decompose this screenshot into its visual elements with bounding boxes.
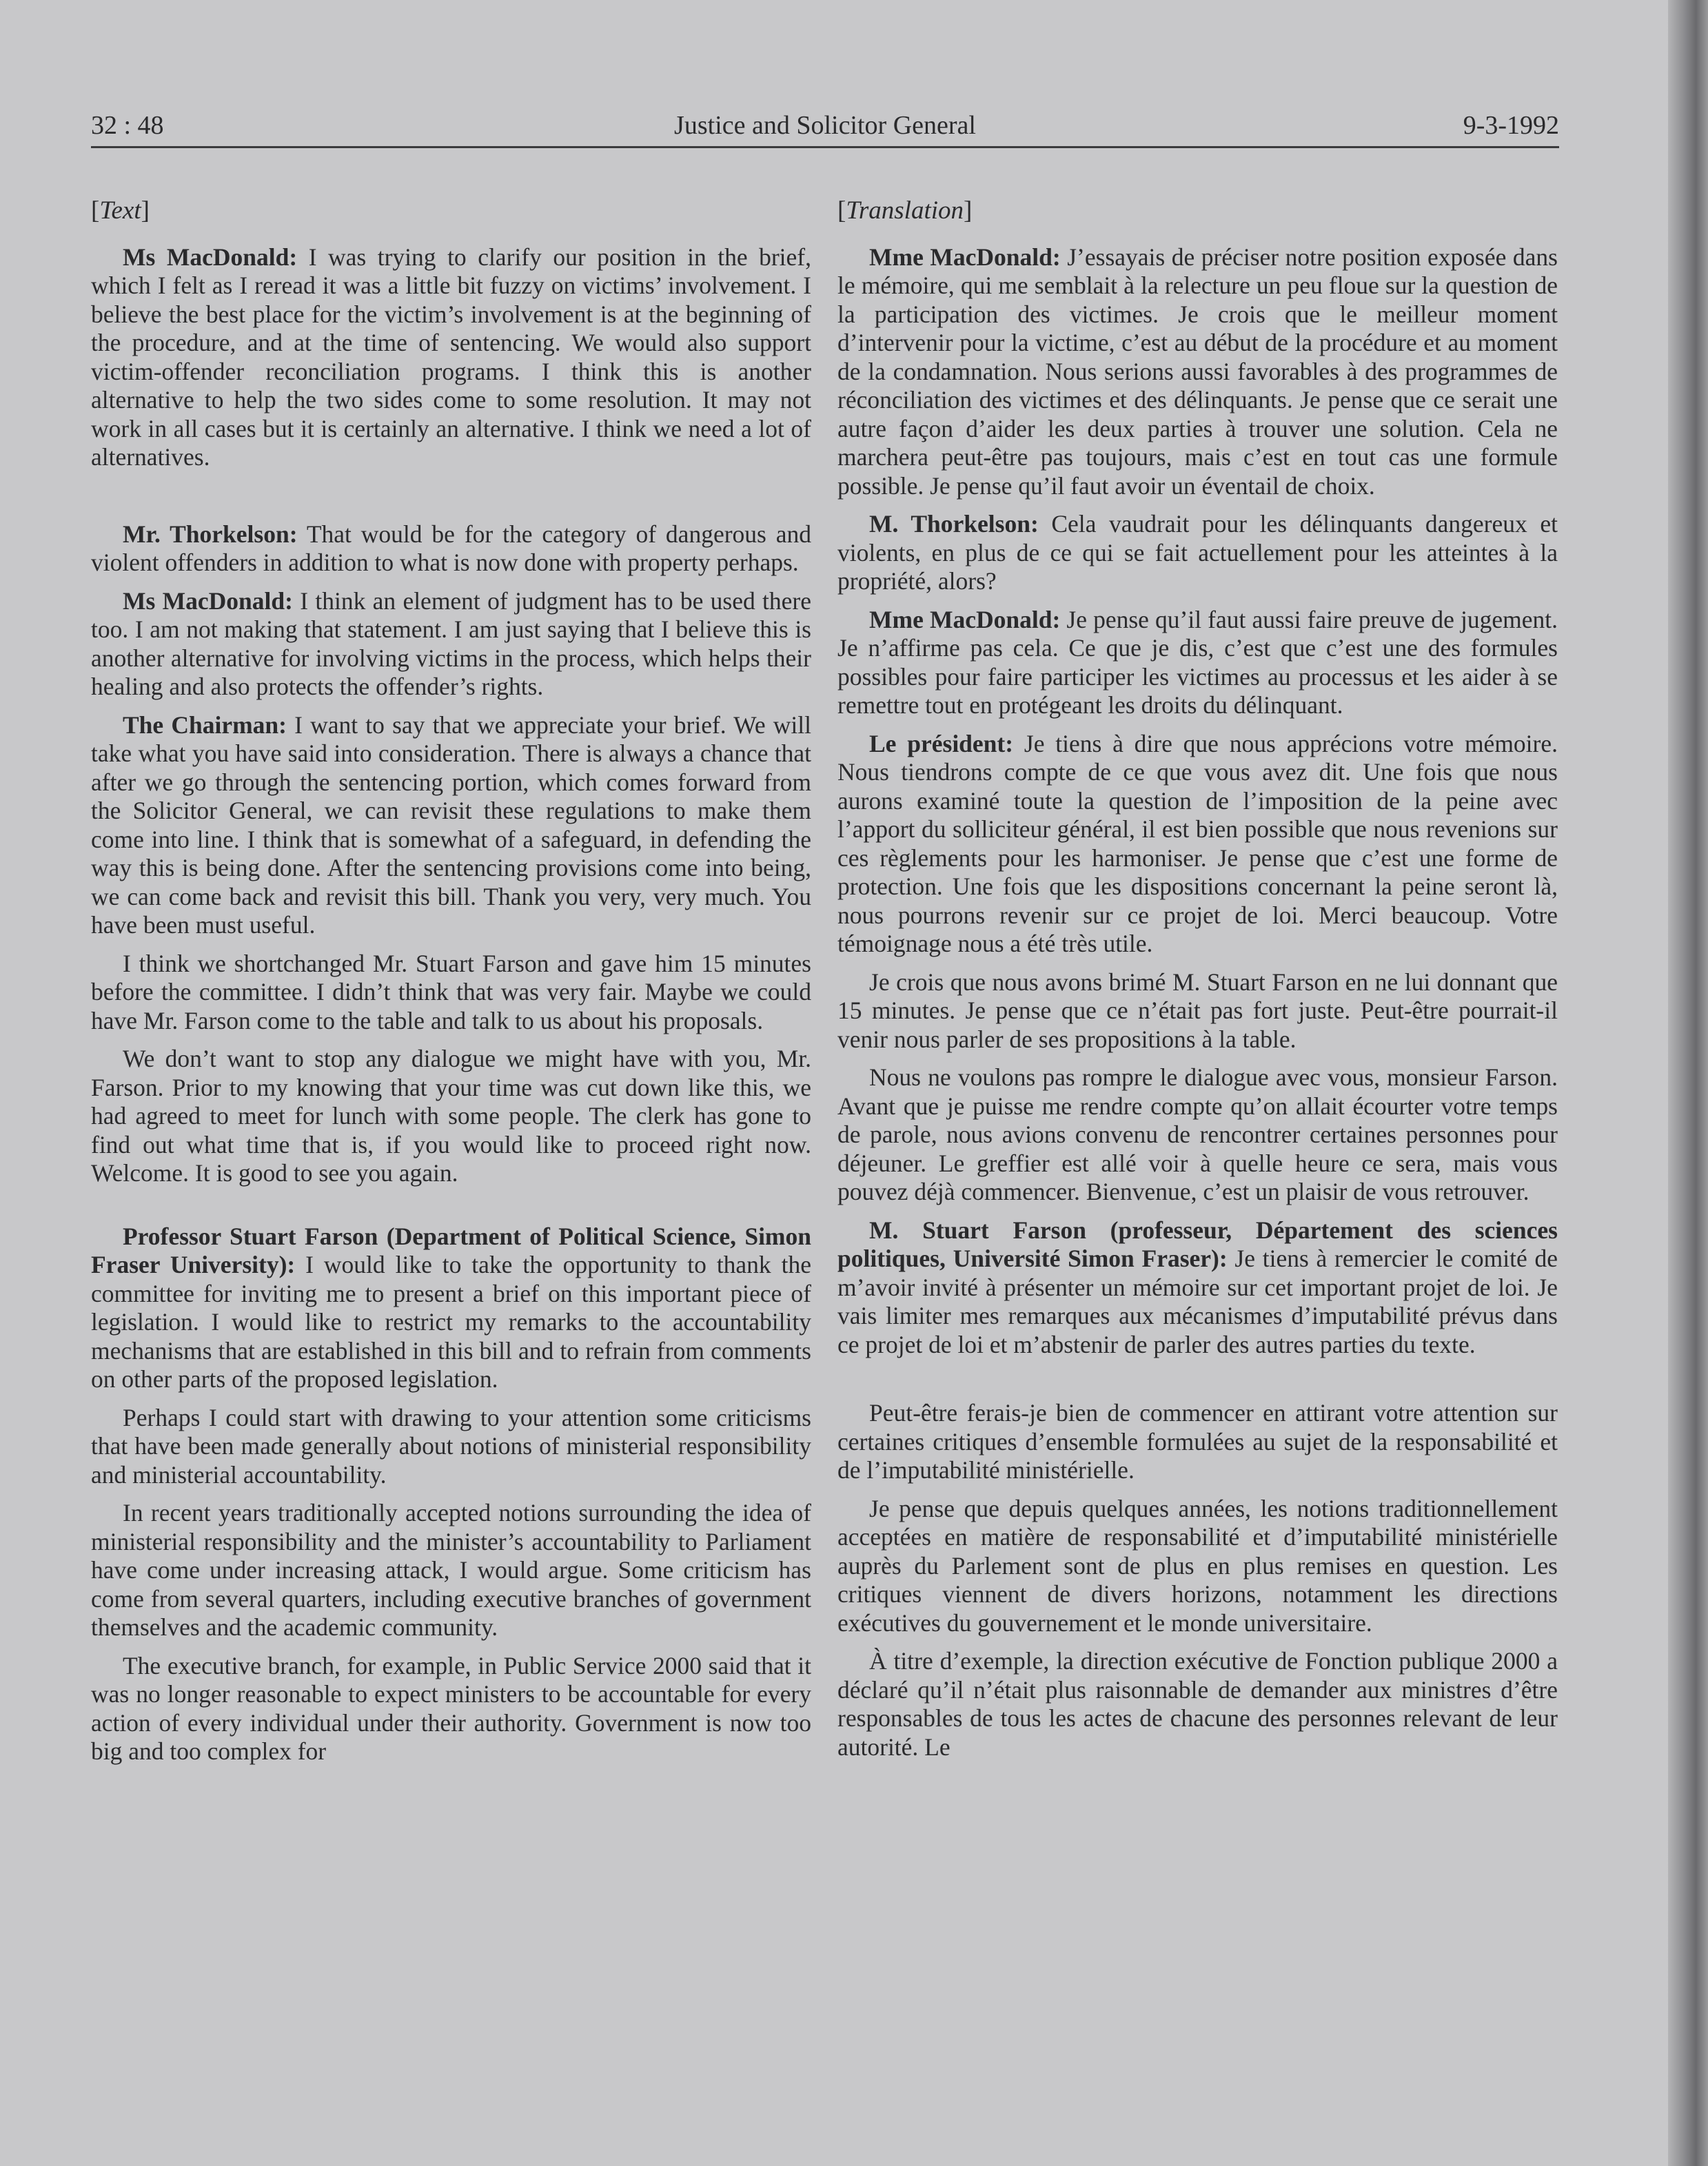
paragraph: The executive branch, for example, in Public Service 2000 said that it was no longer reasonable to expect ministers to be accountable for every action of every individual under their authority. Government is now too big and too complex for: [91, 1651, 811, 1765]
paragraph: The Chairman: I want to say that we appreciate your brief. We will take what you have said into consideration. There is always a chance that after we go through the sentencing portion, which comes forward from the Solicitor General, we can revisit these regulations to make them come into line. I think that is somewhat of a safeguard, in defending the way this is being done. After the sentencing provisions come into being, we can come back and revisit this bill. Thank you very, very much. You have been must useful.: [91, 711, 811, 939]
speaker-name: Ms MacDonald:: [123, 243, 298, 271]
speaker-name: Professor Stuart Farson (Department of Political Science, Simon Fraser University):: [91, 1222, 811, 1278]
speaker-name: M. Thorkelson:: [869, 510, 1039, 538]
paragraph: Perhaps I could start with drawing to your attention some criticisms that have been made generally about notions of ministerial responsibility and ministerial accountability.: [91, 1403, 811, 1489]
translation-label: [Translation]: [837, 196, 973, 225]
sitting-date: 9-3-1992: [1463, 111, 1559, 140]
speaker-name: Mr. Thorkelson:: [123, 520, 298, 548]
paragraph: M. Thorkelson: Cela vaudrait pour les délinquants dangereux et violents, en plus de ce qui se fait actuellement pour les atteintes à la propriété, alors?: [837, 510, 1558, 595]
french-column: [837, 190, 1558, 2050]
paragraph: Je pense que depuis quelques années, les notions traditionnellement acceptées en matière de responsabilité et d’imputabilité ministérielle auprès du Parlement sont de plus en plus remises en question. Les critiques viennent de divers horizons, notamment les directions exécutives du gouvernement et le monde universitaire.: [837, 1494, 1558, 1637]
paragraph: Ms MacDonald: I was trying to clarify our position in the brief, which I felt as I reread it was a little bit fuzzy on victims’ involvement. I believe the best place for the victim’s involvement is at the beginning of the procedure, and at the time of sentencing. We would also support victim-offender reconciliation programs. I think this is another alternative to help the two sides come to some resolution. It may not work in all cases but it is certainly an alternative. I think we need a lot of alternatives.: [91, 243, 811, 471]
speaker-name: Ms MacDonald:: [123, 586, 293, 615]
book-spine-shadow: [1668, 0, 1708, 2166]
speaker-name: Mme MacDonald:: [869, 243, 1061, 271]
paragraph: Nous ne voulons pas rompre le dialogue avec vous, monsieur Farson. Avant que je puisse me rendre compte qu’on allait écourter votre temps de parole, nous avions convenu de rencontrer certaines personnes pour déjeuner. Le greffier est allé voir à quelle heure ce sera, mais vous pouvez déjà commencer. Bienvenue, c’est un plaisir de vous retrouver.: [837, 1063, 1558, 1205]
paragraph: Professor Stuart Farson (Department of Political Science, Simon Fraser University): I would like to take the opportunity to thank the committee for inviting me to present a brief on this important piece of legislation. I would like to restrict my remarks to the accountability mechanisms that are established in this bill and to refrain from comments on other parts of the proposed legislation.: [91, 1222, 811, 1393]
speaker-name: M. Stuart Farson (professeur, Département des sciences politiques, Université Simon Fraser):: [837, 1216, 1558, 1272]
paragraph: I think we shortchanged Mr. Stuart Farson and gave him 15 minutes before the committee. I didn’t think that was very fair. Maybe we could have Mr. Farson come to the table and talk to us about his proposals.: [91, 949, 811, 1034]
paragraph: Mme MacDonald: J’essayais de préciser notre position exposée dans le mémoire, qui me semblait à la relecture un peu floue sur la question de la participation des victimes. Je crois que le meilleur moment d’intervenir pour la victime, c’est au début de la procédure et au moment de la condamnation. Nous serions aussi favorables à des programmes de réconciliation des victimes et des délinquants. Je pense que ce serait une autre façon d’aider les deux parties à trouver une solution. Cela ne marchera peut-être pas toujours, mais c’est en tout cas une formule possible. Je pense qu’il faut avoir un éventail de choix.: [837, 243, 1558, 500]
paragraph: In recent years traditionally accepted notions surrounding the idea of ministerial responsibility and the minister’s accountability to Parliament have come under increasing attack, I would argue. Some criticism has come from several quarters, including executive branches of government themselves and the academic community.: [91, 1499, 811, 1641]
paragraph: À titre d’exemple, la direction exécutive de Fonction publique 2000 a déclaré qu’il n’était plus raisonnable de demander aux ministres d’être responsables de tous les actes de chacune des personnes relevant de leur autorité. Le: [837, 1647, 1558, 1761]
paragraph: Ms MacDonald: I think an element of judgment has to be used there too. I am not making that statement. I am just saying that I believe this is another alternative for involving victims in the process, which helps their healing and also protects the offender’s rights.: [91, 586, 811, 700]
speaker-name: The Chairman:: [123, 711, 287, 739]
paragraph: Je crois que nous avons brimé M. Stuart Farson en ne lui donnant que 15 minutes. Je pense que ce n’était pas fort juste. Peut-être pourrait-il venir nous parler de ses propositions à la table.: [837, 968, 1558, 1053]
paragraph: Le président: Je tiens à dire que nous apprécions votre mémoire. Nous tiendrons compte de ce que vous avez dit. Une fois que nous aurons examiné toute la question de l’imposition de la peine avec l’apport du solliciteur général, il est bien possible que nous revenions sur ces règlements pour les harmoniser. Je pense que c’est une forme de protection. Une fois que les dispositions concernant la peine seront là, nous pourrons revenir sur ce projet de loi. Merci beaucoup. Votre témoignage nous a été très utile.: [837, 729, 1558, 957]
page-header: [91, 110, 1559, 148]
paragraph: M. Stuart Farson (professeur, Département des sciences politiques, Université Simon Fraser): Je tiens à remercier le comité de m’avoir invité à présenter un mémoire sur cet important projet de loi. Je vais limiter mes remarques aux mécanismes d’imputabilité prévus dans ce projet de loi et m’abstenir de parler des autres parties du texte.: [837, 1216, 1558, 1358]
page-number: 32 : 48: [91, 111, 164, 140]
speaker-name: Le président:: [869, 729, 1014, 757]
english-column: [91, 190, 811, 2050]
paragraph: Peut-être ferais-je bien de commencer en attirant votre attention sur certaines critiques d’ensemble formulées au sujet de la responsabilité et de l’imputabilité ministérielle.: [837, 1399, 1558, 1484]
running-title: Justice and Solicitor General: [674, 111, 976, 140]
paragraph: We don’t want to stop any dialogue we might have with you, Mr. Farson. Prior to my knowing that your time was cut down like this, we had agreed to meet for lunch with some people. The clerk has gone to find out what time that is, if you would like to proceed right now. Welcome. It is good to see you again.: [91, 1045, 811, 1187]
paragraph: Mme MacDonald: Je pense qu’il faut aussi faire preuve de jugement. Je n’affirme pas cela. Ce que je dis, c’est que c’est une des formules possibles pour faire participer les victimes au processus et les aider à se remettre tout en protégeant les droits du délinquant.: [837, 605, 1558, 719]
paragraph: Mr. Thorkelson: That would be for the category of dangerous and violent offenders in addition to what is now done with property perhaps.: [91, 520, 811, 576]
speaker-name: Mme MacDonald:: [869, 605, 1061, 633]
text-label: [Text]: [91, 196, 150, 225]
